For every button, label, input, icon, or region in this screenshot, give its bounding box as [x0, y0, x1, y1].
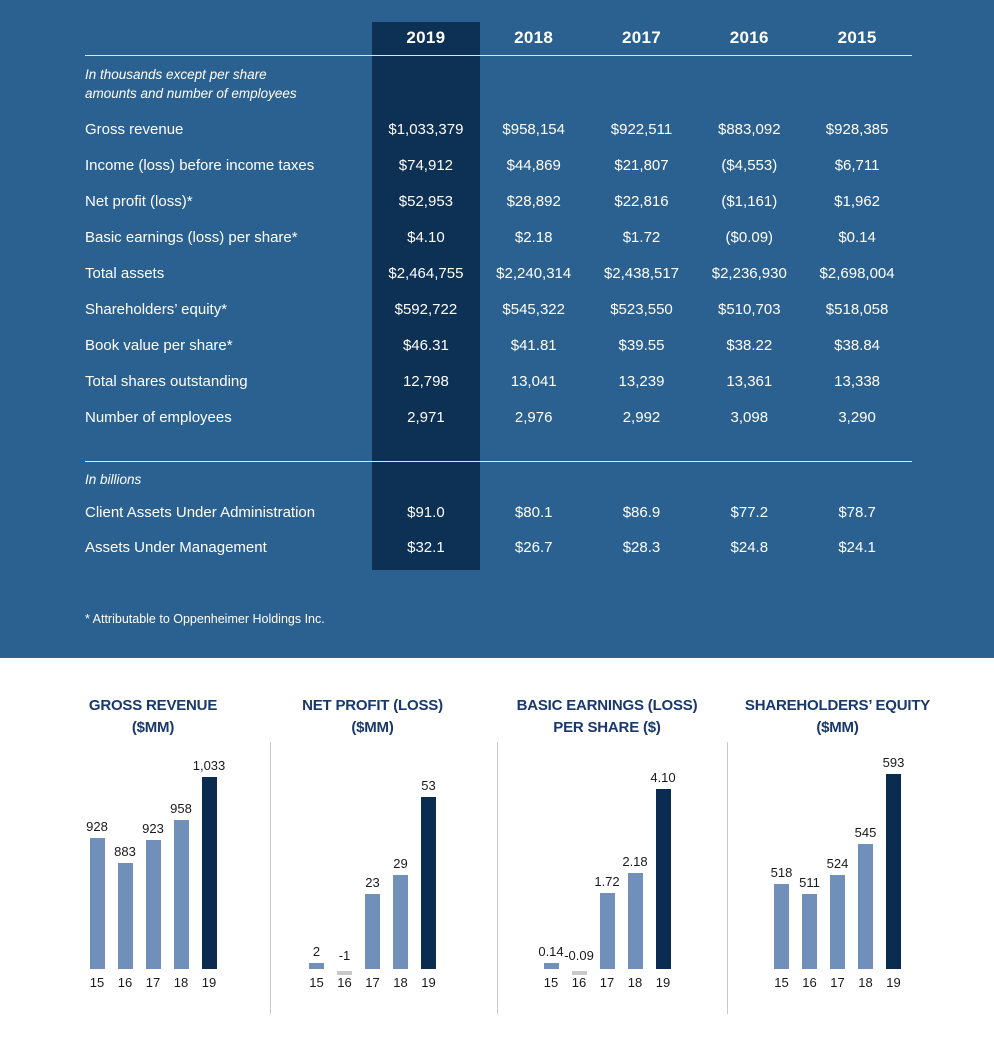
- bar-plot: [727, 747, 948, 969]
- units-note: [85, 56, 912, 111]
- row-value: $77.2: [730, 504, 769, 522]
- charts-section: [0, 658, 994, 1046]
- table-row: [85, 363, 912, 399]
- row-label: Gross revenue: [85, 120, 184, 138]
- row-value: $28.3: [622, 539, 661, 557]
- row-label: Basic earnings (loss) per share*: [85, 228, 298, 246]
- row-value: $883,092: [718, 120, 781, 138]
- bar: [802, 894, 817, 969]
- x-tick-label: 17: [830, 974, 845, 990]
- bar-group: [538, 747, 564, 969]
- bar: [365, 894, 380, 969]
- year-header: 2018: [514, 27, 554, 47]
- bar-group: [309, 747, 324, 969]
- row-label: Assets Under Management: [85, 539, 267, 557]
- chart-net-profit: [270, 658, 497, 1046]
- x-tick: [202, 975, 217, 990]
- row-value: 2,992: [622, 408, 661, 426]
- row-value: $545,322: [502, 300, 565, 318]
- x-tick: [656, 975, 671, 990]
- x-tick-label: 15: [309, 974, 324, 990]
- thousands-rows: [85, 111, 912, 435]
- bar: [337, 971, 352, 975]
- x-tick-label: 17: [145, 974, 161, 990]
- x-tick-label: 16: [337, 974, 352, 990]
- row-value: $39.55: [618, 336, 665, 354]
- row-value: $2,236,930: [711, 264, 787, 282]
- x-tick: [886, 975, 901, 990]
- bar-group: [770, 747, 793, 969]
- row-value: $2,240,314: [496, 264, 572, 282]
- x-tick: [90, 975, 105, 990]
- x-tick: [544, 975, 559, 990]
- row-label: Income (loss) before income taxes: [85, 156, 315, 174]
- x-tick: [337, 975, 352, 990]
- bar-group: [86, 747, 108, 969]
- row-value: $38.22: [726, 336, 773, 354]
- bar: [146, 840, 161, 969]
- x-tick-label: 18: [627, 974, 643, 990]
- table-row: [85, 219, 912, 255]
- units-note-line: In thousands except per share: [85, 67, 267, 82]
- bar-group: [142, 747, 164, 969]
- x-tick-label: 15: [89, 974, 105, 990]
- x-tick-label: 18: [858, 974, 873, 990]
- x-axis-labels: [497, 975, 717, 990]
- bar-plot: [497, 747, 717, 969]
- row-value: $22,816: [614, 192, 669, 210]
- bar-group: [826, 747, 849, 969]
- bar: [421, 797, 436, 969]
- bar-value-label: 1.72: [594, 873, 620, 889]
- row-value: 13,338: [834, 372, 881, 390]
- row-value: $78.7: [838, 504, 876, 522]
- x-tick-label: 19: [655, 974, 671, 990]
- row-value: 13,239: [618, 372, 665, 390]
- x-tick: [774, 975, 789, 990]
- table-row: [85, 530, 912, 565]
- bar-value-label: 883: [114, 843, 136, 859]
- bar-value-label: 593: [882, 754, 905, 770]
- row-value: $41.81: [510, 336, 557, 354]
- row-value: 12,798: [402, 372, 449, 390]
- row-value: $52,953: [398, 192, 454, 210]
- row-label: Shareholders’ equity*: [85, 300, 228, 318]
- x-tick: [572, 975, 587, 990]
- x-tick-label: 17: [365, 974, 380, 990]
- billions-note-line: In billions: [85, 472, 142, 488]
- x-tick-label: 15: [543, 974, 559, 990]
- table-row: [85, 495, 912, 530]
- bar: [830, 875, 845, 969]
- chart-title-line: PER SHARE ($): [553, 718, 661, 736]
- footnote: * Attributable to Oppenheimer Holdings Inc.: [85, 612, 325, 626]
- table-row: [85, 111, 912, 147]
- chart-shareholders-equity: [727, 658, 994, 1046]
- bar-value-label: 0.14: [538, 943, 564, 959]
- row-value: 3,290: [838, 408, 876, 426]
- bar-group: [650, 747, 676, 969]
- bar-group: [393, 747, 408, 969]
- x-axis-labels: [36, 975, 270, 990]
- row-value: $510,703: [718, 300, 781, 318]
- bar-value-label: 29: [393, 855, 408, 871]
- row-value: $2,438,517: [603, 264, 680, 282]
- chart-title-line: ($MM): [816, 718, 859, 736]
- table-row: [85, 291, 912, 327]
- year-header: 2015: [837, 27, 877, 47]
- row-value: $91.0: [407, 504, 445, 522]
- bar-group: [192, 747, 226, 969]
- row-value: $518,058: [825, 300, 889, 318]
- row-value: $1,962: [834, 192, 881, 210]
- table-row: [85, 255, 912, 291]
- x-tick: [146, 975, 161, 990]
- row-label: Total shares outstanding: [85, 372, 248, 390]
- financial-summary-table: [85, 20, 912, 565]
- row-value: $1.72: [622, 228, 661, 246]
- bar: [174, 820, 189, 969]
- bar: [90, 838, 105, 969]
- chart-title-line: ($MM): [131, 718, 175, 736]
- x-axis-labels: [270, 975, 475, 990]
- chart-gross-revenue: [0, 658, 270, 1046]
- x-tick-label: 19: [421, 974, 436, 990]
- row-value: $0.14: [838, 228, 876, 246]
- row-label: Net profit (loss)*: [85, 192, 193, 210]
- bar-value-label: 23: [365, 874, 380, 890]
- units-note-line: amounts and number of employees: [85, 86, 297, 102]
- bar-value-label: 518: [770, 864, 793, 880]
- bar: [774, 884, 789, 969]
- row-value: $32.1: [407, 539, 445, 557]
- x-tick: [174, 975, 189, 990]
- row-value: $38.84: [834, 336, 881, 354]
- bar-value-label: 53: [421, 777, 436, 793]
- bar: [628, 873, 643, 969]
- chart-title-line: GROSS REVENUE: [88, 697, 218, 714]
- x-tick-label: 19: [886, 974, 901, 990]
- billions-note: [85, 462, 912, 495]
- x-tick: [628, 975, 643, 990]
- bar-value-label: 4.10: [650, 769, 676, 785]
- x-tick: [421, 975, 436, 990]
- x-tick: [600, 975, 615, 990]
- row-value: 13,041: [510, 372, 557, 390]
- bar: [202, 777, 217, 969]
- x-tick: [118, 975, 133, 990]
- bar-value-label: 524: [826, 855, 849, 871]
- row-value: ($0.09): [725, 228, 774, 246]
- bar-plot: [270, 747, 475, 969]
- x-tick-label: 16: [571, 974, 587, 990]
- row-value: $21,807: [614, 156, 669, 174]
- x-tick-label: 18: [393, 974, 408, 990]
- row-value: $24.8: [730, 539, 769, 557]
- x-tick: [309, 975, 324, 990]
- x-tick-label: 16: [802, 974, 817, 990]
- year-header: 2019: [406, 27, 446, 47]
- table-row: [85, 147, 912, 183]
- bar: [886, 774, 901, 969]
- table-row: [85, 327, 912, 363]
- row-value: $6,711: [834, 156, 880, 174]
- bar-group: [854, 747, 877, 969]
- bar: [393, 875, 408, 969]
- bar-value-label: 2.18: [622, 853, 648, 869]
- table-row: [85, 183, 912, 219]
- chart-title-line: BASIC EARNINGS (LOSS): [516, 697, 698, 714]
- row-value: 2,976: [514, 408, 553, 426]
- row-value: $46.31: [402, 336, 449, 354]
- row-value: $28,892: [506, 192, 561, 210]
- row-value: $4.10: [407, 228, 445, 246]
- row-value: 13,361: [726, 372, 773, 390]
- bar-value-label: 928: [86, 818, 108, 834]
- year-header: 2016: [729, 27, 769, 47]
- row-value: $928,385: [825, 120, 889, 138]
- row-value: $86.9: [622, 504, 661, 522]
- row-value: $523,550: [610, 300, 673, 318]
- x-tick: [802, 975, 817, 990]
- row-value: $1,033,379: [388, 120, 464, 138]
- bar-value-label: -1: [338, 947, 351, 963]
- x-tick-label: 15: [774, 974, 789, 990]
- row-value: $74,912: [398, 156, 454, 174]
- x-tick: [858, 975, 873, 990]
- bar: [858, 844, 873, 969]
- bar: [118, 863, 133, 969]
- chart-title: [497, 695, 717, 739]
- chart-title-line: SHAREHOLDERS’ EQUITY: [744, 697, 931, 714]
- row-label: Client Assets Under Administration: [85, 504, 316, 522]
- table-row: [85, 399, 912, 435]
- x-tick-label: 17: [599, 974, 615, 990]
- bar-group: [421, 747, 436, 969]
- row-label: Total assets: [85, 264, 165, 282]
- row-label: Number of employees: [85, 408, 232, 426]
- bar-group: [882, 747, 905, 969]
- bar-value-label: 2: [312, 943, 321, 959]
- bar-value-label: 958: [170, 800, 192, 816]
- x-tick-label: 16: [117, 974, 133, 990]
- chart-title-line: ($MM): [351, 718, 394, 736]
- chart-title: [36, 695, 270, 739]
- bar-group: [799, 747, 820, 969]
- row-value: $592,722: [394, 300, 458, 318]
- row-value: $26.7: [514, 539, 553, 557]
- row-value: $24.1: [838, 539, 876, 557]
- row-value: $958,154: [502, 120, 565, 138]
- row-value: $44,869: [506, 156, 561, 174]
- bar-plot: [36, 747, 270, 969]
- year-header: 2017: [621, 27, 661, 47]
- row-value: ($4,553): [721, 156, 778, 174]
- bar-value-label: 1,033: [192, 757, 226, 773]
- billions-rows: [85, 495, 912, 565]
- year-header-row: [85, 20, 912, 55]
- row-value: $2,464,755: [388, 264, 464, 282]
- row-value: 2,971: [407, 408, 445, 426]
- x-tick-label: 19: [201, 974, 217, 990]
- x-axis-labels: [727, 975, 948, 990]
- bar-group: [564, 747, 594, 969]
- row-value: $2,698,004: [819, 264, 895, 282]
- row-value: $80.1: [514, 504, 553, 522]
- chart-title: [270, 695, 475, 739]
- bar-group: [337, 747, 352, 969]
- bar-group: [114, 747, 136, 969]
- x-tick: [393, 975, 408, 990]
- x-tick: [830, 975, 845, 990]
- x-tick-label: 18: [173, 974, 189, 990]
- bar: [544, 963, 559, 969]
- bar-group: [365, 747, 380, 969]
- bar: [572, 971, 587, 975]
- bar-group: [594, 747, 620, 969]
- bar-value-label: -0.09: [564, 947, 594, 963]
- bar: [600, 893, 615, 969]
- chart-title-line: NET PROFIT (LOSS): [302, 697, 443, 714]
- bar-value-label: 923: [142, 820, 164, 836]
- row-value: 3,098: [730, 408, 769, 426]
- bar-group: [622, 747, 648, 969]
- bar-value-label: 545: [854, 824, 877, 840]
- row-value: $922,511: [610, 120, 673, 138]
- bar: [656, 789, 671, 969]
- chart-title: [727, 695, 948, 739]
- bar-group: [170, 747, 192, 969]
- row-value: ($1,161): [721, 192, 778, 210]
- row-value: $2.18: [514, 228, 553, 246]
- row-label: Book value per share*: [85, 336, 233, 354]
- bar-value-label: 511: [799, 874, 820, 890]
- chart-basic-eps: [497, 658, 727, 1046]
- x-tick: [365, 975, 380, 990]
- bar: [309, 963, 324, 969]
